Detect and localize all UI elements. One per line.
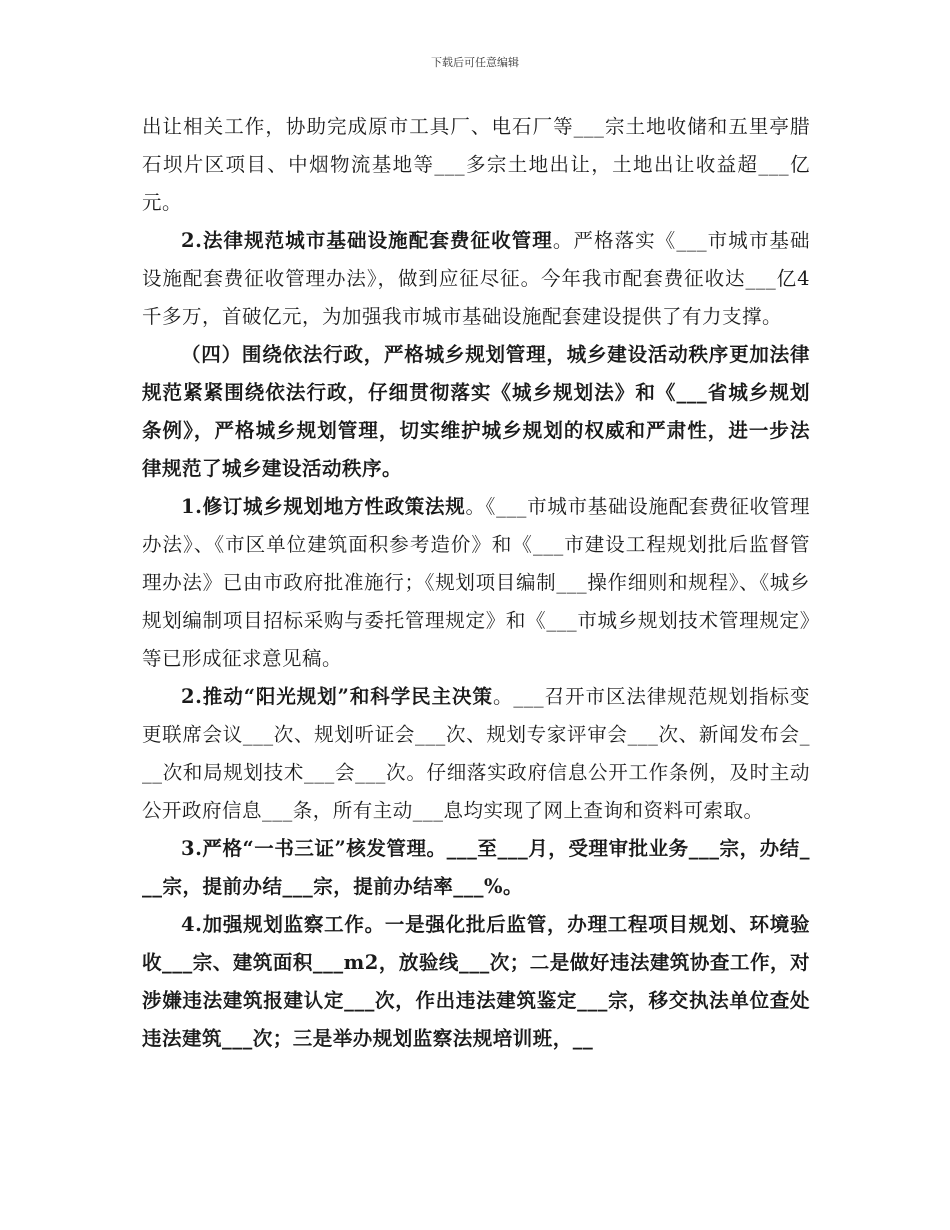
paragraph-text: 3.严格“一书三证”核发管理。___至___月，受理审批业务___宗，办结___宗，提前办结___宗，提前办结率___%。 xyxy=(142,837,810,898)
paragraph-land-transfer xyxy=(142,108,810,222)
paragraph-text: 。一是强化批后监管，办理工程项目规划、环境验收___宗、建筑面积___m2，放验线___次；二是做好违法建筑协查工作，对涉嫌违法建筑报建认定___次，作出违法建筑鉴定___宗，移交执法单位查处违法建筑___次；三是举办规划监察法规培训班，__ xyxy=(142,913,810,1050)
paragraph-heading: 1.修订城乡规划地方性政策法规 xyxy=(181,495,466,518)
paragraph-text: 。严格落实《___市城市基础设施配套费征收管理办法》，做到应征尽征。今年我市配套费征收达___亿4千多万，首破亿元，为加强我市城市基础设施配套建设提供了有力支撑。 xyxy=(142,229,810,328)
paragraph-heading: 4.加强规划监察工作 xyxy=(181,913,365,936)
paragraph-regulation-revision xyxy=(142,488,810,678)
paragraph-text: 。《___市城市基础设施配套费征收管理办法》、《市区单位建筑面积参考造价》和《___市建设工程规划批后监督管理办法》已由市政府批准施行；《规划项目编制___操作细则和规程》、《城乡规划编制项目招标采购与委托管理规定》和《___市城乡规划技术管理规定》等已形成征求意见稿。 xyxy=(142,495,810,670)
document-body xyxy=(142,108,810,1058)
paragraph-text: 。___召开市区法律规范规划指标变更联席会议___次、规划听证会___次、规划专家评审会___次、新闻发布会___次和局规划技术___会___次。仔细落实政府信息公开工作条例，及时主动公开政府信息___条，所有主动___息均实现了网上查询和资料可索取。 xyxy=(142,685,810,822)
section-heading-text: （四）围绕依法行政，严格城乡规划管理，城乡建设活动秩序更加法律规范紧紧围绕依法行政，仔细贯彻落实《城乡规划法》和《___省城乡规划条例》，严格城乡规划管理，切实维护城乡规划的权威和严肃性，进一步法律规范了城乡建设活动秩序。 xyxy=(142,343,810,480)
paragraph-infrastructure-fee xyxy=(142,222,810,336)
paragraph-sunshine-planning xyxy=(142,678,810,830)
section-heading-four xyxy=(142,336,810,488)
paragraph-heading: 2.推动“阳光规划”和科学民主决策 xyxy=(181,685,493,708)
paragraph-text: 出让相关工作，协助完成原市工具厂、电石厂等___宗土地收储和五里亭腊石坝片区项目、中烟物流基地等___多宗土地出让，土地出让收益超___亿元。 xyxy=(142,115,810,214)
paragraph-heading: 2.法律规范城市基础设施配套费征收管理 xyxy=(181,229,553,252)
paragraph-planning-supervision xyxy=(142,906,810,1058)
page-header: 下载后可任意编辑 xyxy=(431,56,519,69)
paragraph-certificate-management xyxy=(142,830,810,906)
